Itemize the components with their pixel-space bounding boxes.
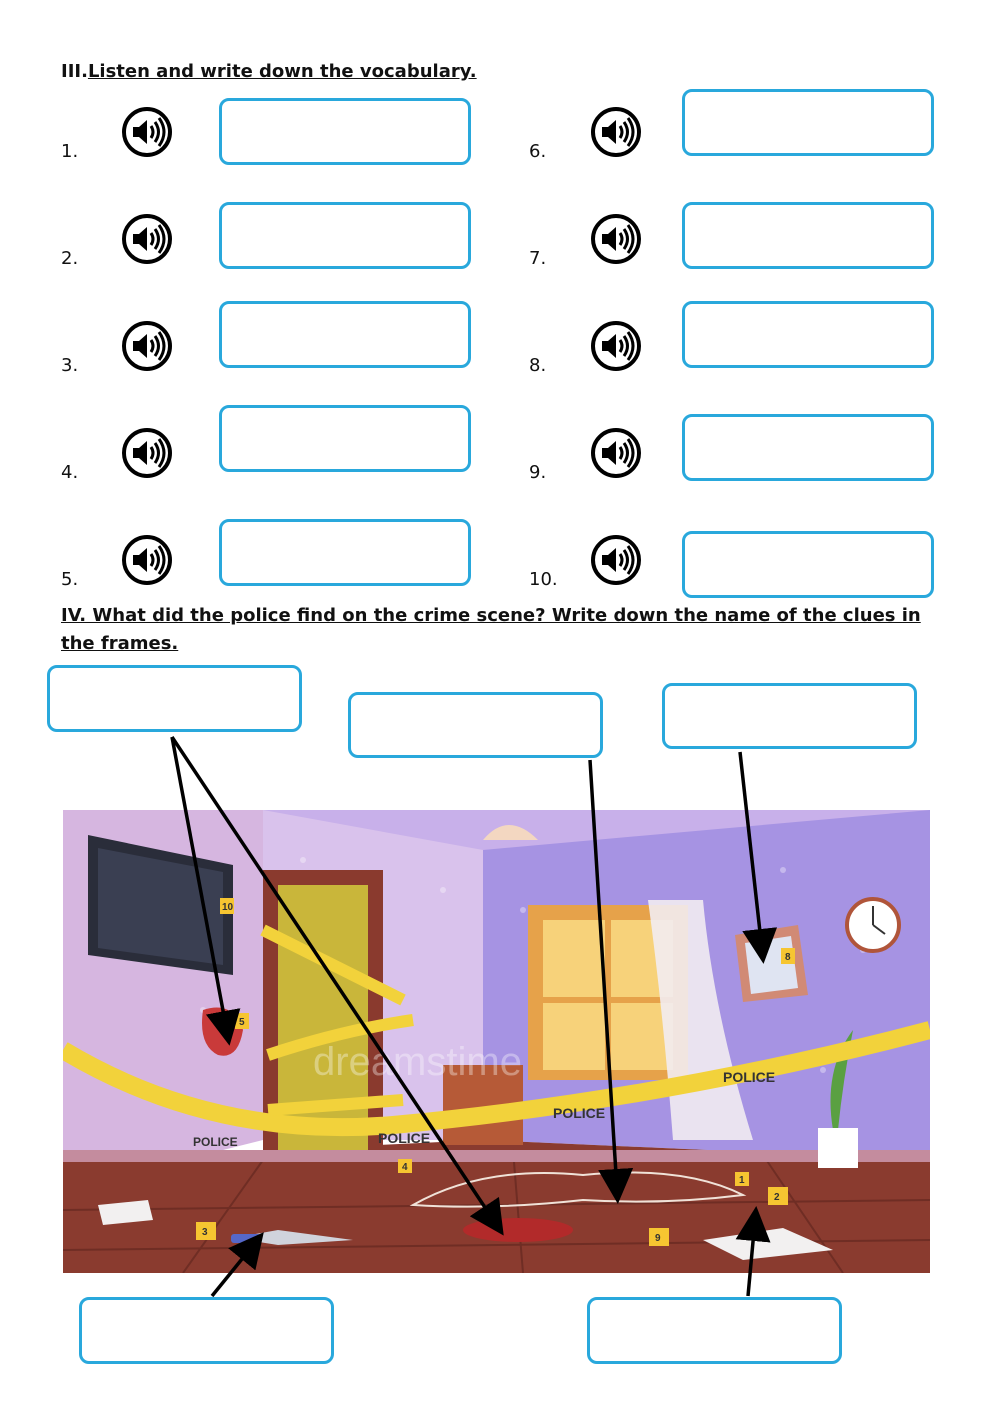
item-number: 10. bbox=[529, 569, 558, 590]
section-4-heading: IV. What did the police find on the crime scene? Write down the name of the clues in the frames. bbox=[61, 605, 921, 654]
clue-frame-paper[interactable] bbox=[587, 1297, 842, 1364]
item-number: 2. bbox=[61, 248, 79, 269]
section-3-number: III. bbox=[61, 61, 88, 82]
item-number: 8. bbox=[529, 355, 547, 376]
tape-label: POLICE bbox=[193, 1135, 238, 1149]
evidence-marker: 1 bbox=[739, 1175, 745, 1186]
answer-box-6[interactable] bbox=[682, 89, 934, 156]
evidence-marker: 4 bbox=[402, 1162, 408, 1173]
item-number: 4. bbox=[61, 462, 79, 483]
clue-frame-knife[interactable] bbox=[79, 1297, 334, 1364]
answer-box-7[interactable] bbox=[682, 202, 934, 269]
answer-box-9[interactable] bbox=[682, 414, 934, 481]
clue-frame-blood[interactable] bbox=[47, 665, 302, 732]
evidence-marker: 9 bbox=[655, 1233, 661, 1244]
evidence-marker: 3 bbox=[202, 1227, 208, 1238]
crime-scene-illustration bbox=[63, 810, 930, 1273]
evidence-marker: 2 bbox=[774, 1192, 780, 1203]
clue-frame-body-outline[interactable] bbox=[348, 692, 603, 758]
item-number: 7. bbox=[529, 248, 547, 269]
speaker-icon[interactable] bbox=[121, 427, 173, 479]
section-3-title: Listen and write down the vocabulary. bbox=[87, 61, 477, 82]
answer-box-4[interactable] bbox=[219, 405, 471, 472]
answer-box-3[interactable] bbox=[219, 301, 471, 368]
clue-frame-picture[interactable] bbox=[662, 683, 917, 749]
tape-label: POLICE bbox=[378, 1130, 431, 1146]
speaker-icon[interactable] bbox=[590, 106, 642, 158]
section-3-heading bbox=[61, 58, 477, 86]
speaker-icon[interactable] bbox=[121, 213, 173, 265]
answer-box-1[interactable] bbox=[219, 98, 471, 165]
item-number: 5. bbox=[61, 569, 79, 590]
watermark: dreamstime bbox=[313, 1040, 522, 1084]
evidence-marker: 8 bbox=[785, 952, 791, 963]
speaker-icon[interactable] bbox=[121, 106, 173, 158]
item-number: 9. bbox=[529, 462, 547, 483]
speaker-icon[interactable] bbox=[121, 534, 173, 586]
answer-box-2[interactable] bbox=[219, 202, 471, 269]
speaker-icon[interactable] bbox=[121, 320, 173, 372]
answer-box-10[interactable] bbox=[682, 531, 934, 598]
speaker-icon[interactable] bbox=[590, 320, 642, 372]
answer-box-5[interactable] bbox=[219, 519, 471, 586]
tape-label: POLICE bbox=[723, 1069, 776, 1085]
blood-pool bbox=[463, 1218, 573, 1242]
evidence-marker: 10 bbox=[222, 902, 234, 913]
speaker-icon[interactable] bbox=[590, 213, 642, 265]
tape-label: POLICE bbox=[553, 1105, 606, 1121]
item-number: 6. bbox=[529, 141, 547, 162]
answer-box-8[interactable] bbox=[682, 301, 934, 368]
item-number: 1. bbox=[61, 141, 79, 162]
speaker-icon[interactable] bbox=[590, 534, 642, 586]
item-number: 3. bbox=[61, 355, 79, 376]
speaker-icon[interactable] bbox=[590, 427, 642, 479]
evidence-marker: 5 bbox=[239, 1017, 245, 1028]
